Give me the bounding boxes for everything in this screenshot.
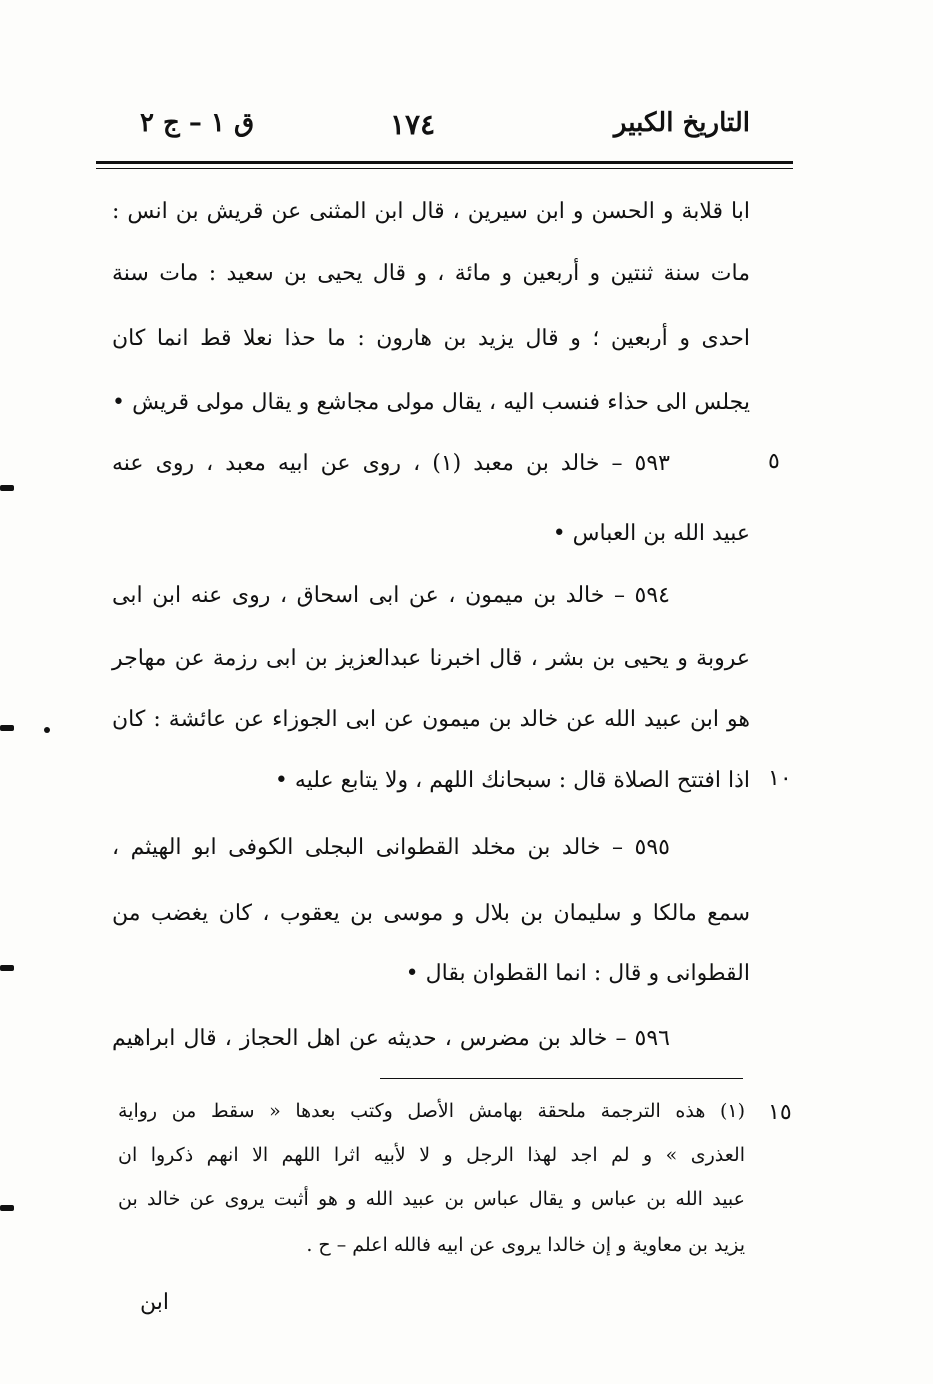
page-number: ١٧٤ [390, 108, 436, 141]
book-title: التاريخ الكبير [613, 108, 750, 138]
entry-595-line: ٥٩٥ – خالد بن مخلد القطوانى البجلى الكوفى ابو الهيثم ، [112, 835, 670, 860]
margin-mark [0, 725, 14, 731]
margin-mark [0, 965, 14, 971]
text-line: ابا قلابة و الحسن و ابن سيرين ، قال ابن المثنى عن قريش بن انس : [112, 199, 750, 224]
text-line: احدى و أربعين ؛ و قال يزيد بن هارون : ما حذا نعلا قط انما كان [112, 326, 750, 351]
line-number-5: ٥ [768, 449, 780, 474]
margin-dot [44, 727, 50, 733]
text-line: القطوانى و قال : انما القطوان بقال • [405, 961, 750, 986]
header-rule-thick [96, 161, 793, 164]
entry-594-line: ٥٩٤ – خالد بن ميمون ، عن ابى اسحاق ، روى عنه ابن ابى [112, 583, 670, 608]
text-line: عروبة و يحيى بن بشر ، قال اخبرنا عبدالعزيز بن ابى رزمة عن مهاجر [112, 646, 750, 671]
catchword: ابن [140, 1290, 169, 1315]
volume-label: ق ١ – ج ٢ [140, 108, 255, 138]
line-number-10: ١٠ [768, 766, 792, 791]
footnote-line: العذرى » و لم اجد لهذا الرجل و لا لأبيه اثرا اللهم الا انهم ذكروا ان [118, 1144, 745, 1166]
page-header [100, 108, 750, 158]
footnote-rule [380, 1078, 743, 1079]
footnote-line: يزيد بن معاوية و إن خالدا يروى عن ابيه فالله اعلم – ح . [306, 1234, 745, 1256]
footnote-line: عبيد الله بن عباس و يقال عباس بن عبيد الله و هو أثبت يروى عن خالد بن [118, 1188, 745, 1210]
entry-593-line: ٥٩٣ – خالد بن معبد (١) ، روى عن ابيه معبد ، روى عنه [112, 451, 670, 476]
text-line: سمع مالكا و سليمان بن بلال و موسى بن يعقوب ، كان يغضب من [112, 901, 750, 926]
text-line: هو ابن عبيد الله عن خالد بن ميمون عن ابى الجوزاء عن عائشة : كان [112, 707, 750, 732]
margin-mark [0, 485, 14, 491]
text-line: عبيد الله بن العباس • [552, 521, 750, 546]
text-line: يجلس الى حذاء فنسب اليه ، يقال مولى مجاشع و يقال مولى قريش • [112, 390, 750, 415]
text-line: مات سنة ثنتين و أربعين و مائة ، و قال يحيى بن سعيد : مات سنة [112, 261, 750, 286]
margin-mark [0, 1205, 14, 1211]
header-rule-thin [96, 168, 793, 169]
entry-596-line: ٥٩٦ – خالد بن مضرس ، حديثه عن اهل الحجاز ، قال ابراهيم [112, 1026, 670, 1051]
text-line: اذا افتتح الصلاة قال : سبحانك اللهم ، ولا يتابع عليه • [274, 768, 750, 793]
footnote-line: (١) هذه الترجمة ملحقة بهامش الأصل وكتب بعدها « سقط من رواية [118, 1100, 745, 1122]
line-number-15: ١٥ [768, 1100, 792, 1125]
